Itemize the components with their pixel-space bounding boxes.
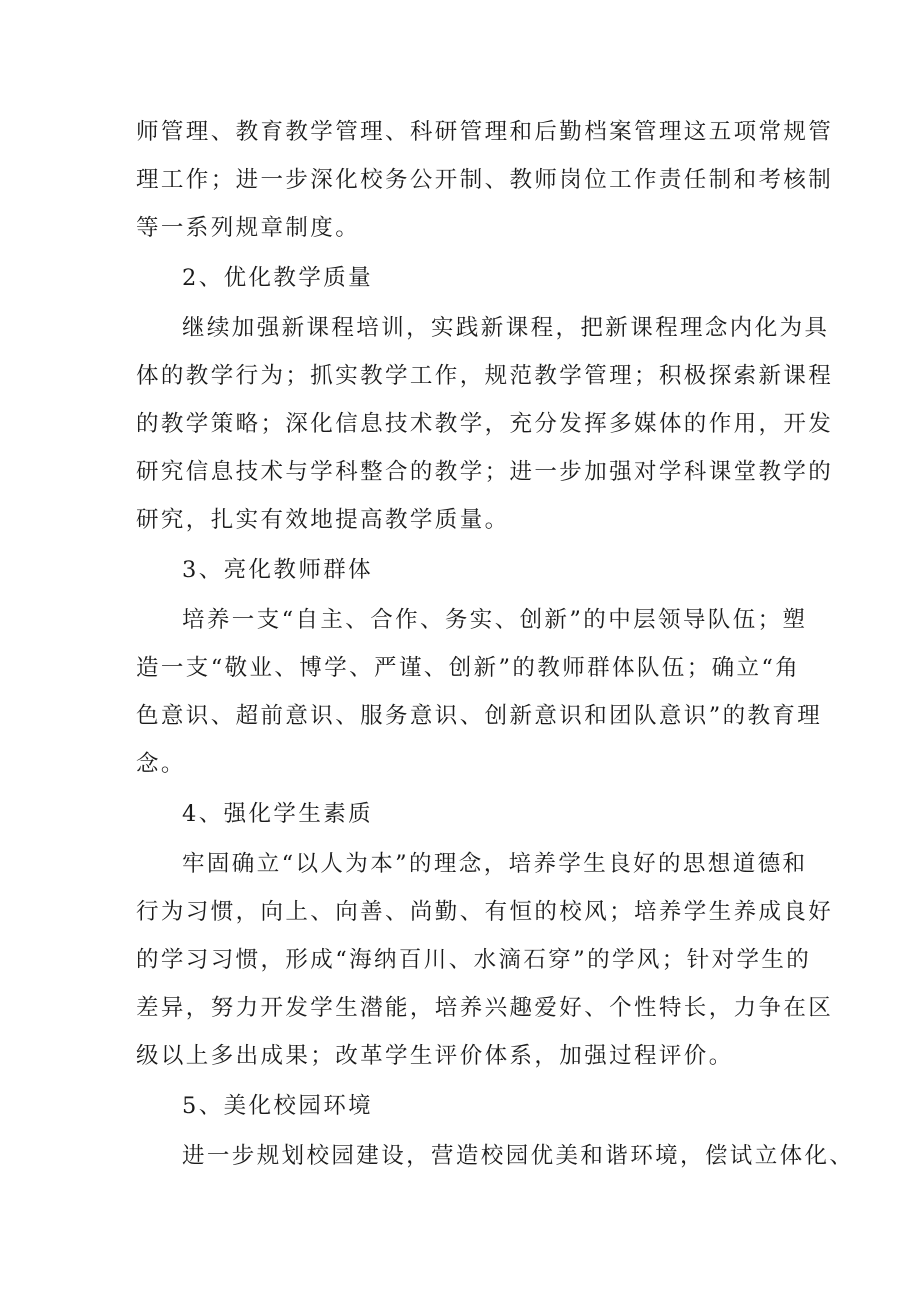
section-heading-2: 2、优化教学质量 xyxy=(182,265,374,291)
paragraph-line: 级以上多出成果；改革学生评价体系，加强过程评价。 xyxy=(136,1043,734,1069)
paragraph-line: 师管理、教育教学管理、科研管理和后勤档案管理这五项常规管 xyxy=(136,119,834,145)
paragraph-line: 的教学策略；深化信息技术教学，充分发挥多媒体的作用，开发 xyxy=(136,411,834,437)
paragraph-line: 等一系列规章制度。 xyxy=(136,215,361,241)
paragraph-line: 理工作；进一步深化校务公开制、教师岗位工作责任制和考核制 xyxy=(136,167,834,193)
paragraph-line: 念。 xyxy=(136,751,186,777)
paragraph-line: 的学习习惯，形成“海纳百川、水滴石穿”的学风；针对学生的 xyxy=(136,947,812,973)
section-heading-4: 4、强化学生素质 xyxy=(182,801,374,827)
paragraph-line: 研究信息技术与学科整合的教学；进一步加强对学科课堂教学的 xyxy=(136,459,834,485)
paragraph-line: 行为习惯，向上、向善、尚勤、有恒的校风；培养学生养成良好 xyxy=(136,899,834,925)
section-heading-3: 3、亮化教师群体 xyxy=(182,557,374,583)
paragraph-line: 继续加强新课程培训，实践新课程，把新课程理念内化为具 xyxy=(182,315,830,341)
paragraph-line: 培养一支“自主、合作、务实、创新”的中层领导队伍；塑 xyxy=(182,607,808,633)
paragraph-line: 进一步规划校园建设，营造校园优美和谐环境，偿试立体化、 xyxy=(182,1143,855,1169)
paragraph-line: 造一支“敬业、博学、严谨、创新”的教师群体队伍；确立“角 xyxy=(136,655,801,681)
paragraph-line: 体的教学行为；抓实教学工作，规范教学管理；积极探索新课程 xyxy=(136,363,834,389)
paragraph-line: 牢固确立“以人为本”的理念，培养学生良好的思想道德和 xyxy=(182,851,808,877)
paragraph-line: 色意识、超前意识、服务意识、创新意识和团队意识”的教育理 xyxy=(136,703,823,729)
paragraph-line: 差异，努力开发学生潜能，培养兴趣爱好、个性特长，力争在区 xyxy=(136,995,834,1021)
section-heading-5: 5、美化校园环境 xyxy=(182,1093,374,1119)
paragraph-line: 研究，扎实有效地提高教学质量。 xyxy=(136,507,510,533)
document-body xyxy=(136,108,855,1180)
